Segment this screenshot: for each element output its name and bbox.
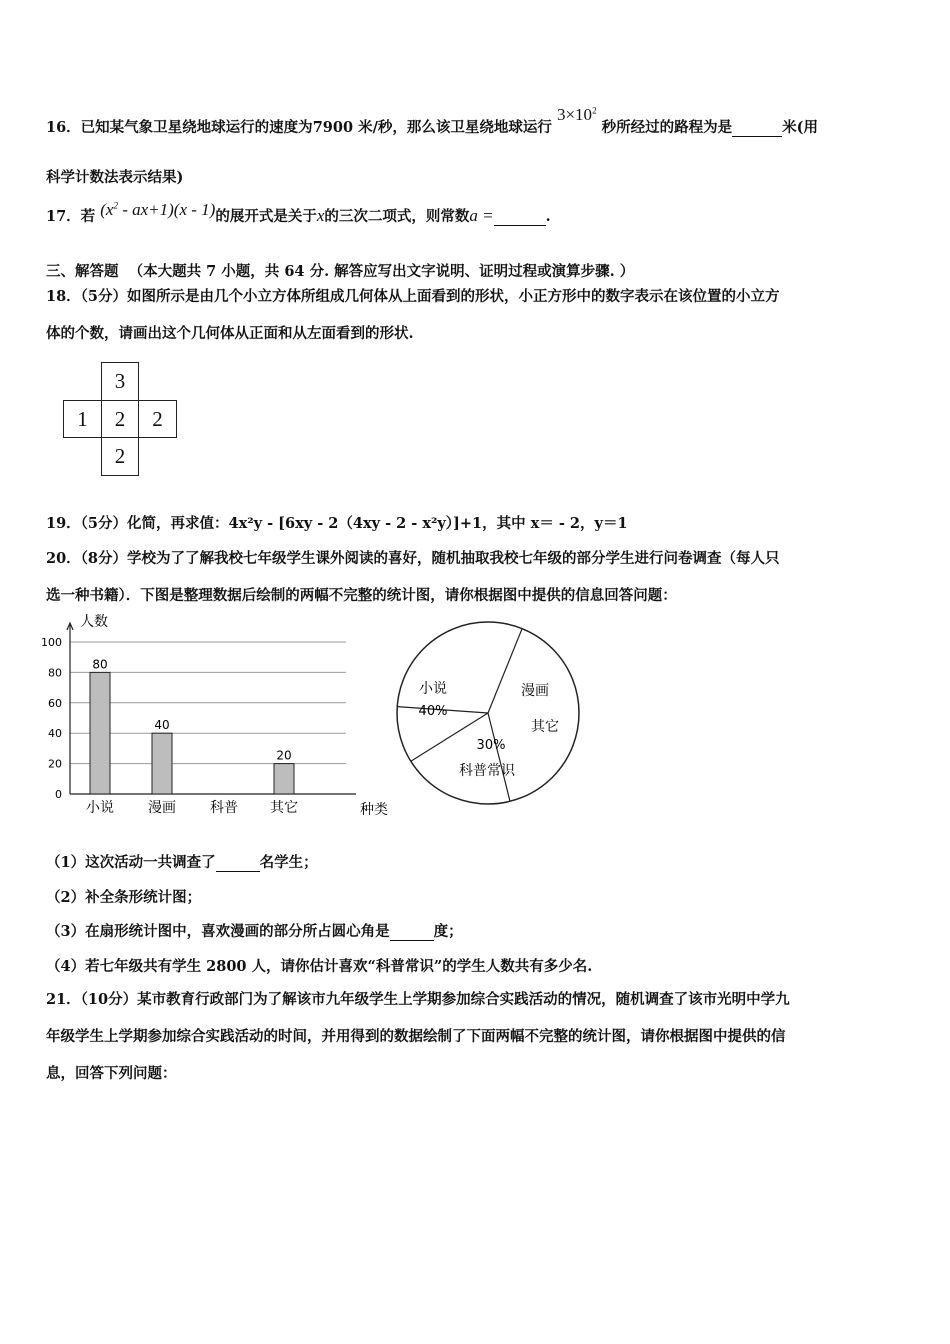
q16-speed: 7900 — [312, 119, 354, 136]
grid-cell-left: 1 — [63, 400, 101, 438]
bar-0 — [90, 672, 110, 794]
q16-text-a: 16．已知某气象卫星绕地球运行的速度为 — [46, 119, 313, 136]
y-tick-label: 80 — [48, 666, 62, 680]
grid-cell-right: 2 — [139, 400, 177, 438]
y-tick-label: 100 — [41, 636, 62, 649]
grid-cell-bottom: 2 — [101, 438, 139, 476]
q17-var-x: x — [316, 206, 325, 225]
q20-sub1 — [46, 851, 318, 872]
q16-text-b: 米/秒，那么该卫星绕地球运行 — [358, 119, 552, 136]
q21-line3: 息，回答下列问题： — [46, 1065, 177, 1082]
q16-text-c: 秒所经过的路程为是 — [601, 119, 733, 136]
q21-line1: 21．（10分）某市教育行政部门为了解该市九年级学生上学期参加综合实践活动的情况，随机调查了该市光明中学九 — [46, 991, 790, 1008]
q20-line1: 20．（8分）学校为了了解我校七年级学生课外阅读的喜好，随机抽取我校七年级的部分学生进行问卷调查（每人只 — [46, 550, 780, 567]
q17-answer-blank[interactable] — [494, 208, 546, 226]
q17-prefix: 17．若 — [46, 208, 96, 225]
q20-line2: 选一种书籍）．下图是整理数据后绘制的两幅不完整的统计图，请你根据图中提供的信息回答问题： — [46, 587, 677, 604]
bar-3 — [274, 764, 294, 794]
section3-title: 三、解答题 — [46, 263, 119, 280]
bar-chart-data-labels — [92, 657, 291, 762]
q19-line — [46, 512, 628, 533]
bar-chart-grid — [70, 642, 346, 764]
pie-label: 漫画 — [521, 683, 549, 699]
q16-time-expr — [557, 105, 597, 124]
q17-end: . — [545, 208, 551, 225]
pie-percent-label: 40% — [418, 704, 448, 719]
y-tick-label: 0 — [55, 788, 62, 801]
q20-sub1-blank[interactable] — [216, 854, 260, 872]
q20-sub1-text-a: （1）这次活动一共调查了 — [46, 854, 216, 871]
pie-label: 科普常识 — [459, 763, 515, 779]
q17-expr-b: - ax+1)(x - 1) — [117, 200, 216, 219]
q17-expression — [100, 200, 215, 219]
q16-text-d: 米(用 — [782, 119, 818, 136]
bar-data-label: 20 — [276, 748, 292, 763]
q20-sub3-text-b: 度； — [433, 923, 463, 940]
bar-1 — [152, 733, 172, 794]
bar-chart-x-axis-label: 种类 — [360, 802, 388, 818]
pie-chart — [395, 615, 585, 815]
y-tick-label: 40 — [48, 727, 62, 741]
section3-note: （本大题共 7 小题，共 64 分. 解答应写出文字说明、证明过程或演算步骤. ） — [128, 263, 635, 280]
q20-sub3-blank[interactable] — [390, 923, 434, 941]
category-label: 科普 — [210, 800, 238, 816]
q16-time-exp: 2 — [592, 105, 597, 116]
category-label: 小说 — [86, 800, 114, 816]
grid-cell-top: 3 — [101, 362, 139, 400]
q20-sub3 — [46, 920, 463, 941]
grid-cell-center: 2 — [101, 400, 139, 438]
q18-line1: 18．（5分）如图所示是由几个小立方体所组成几何体从上面看到的形状，小正方形中的数字表示在该位置的小立方 — [46, 288, 780, 305]
pie-percent-label: 30% — [476, 738, 506, 753]
pie-label: 小说 — [419, 681, 447, 697]
slice-boundary — [488, 629, 522, 713]
category-label: 漫画 — [148, 800, 176, 816]
q17-expr-sup: 2 — [113, 200, 118, 211]
y-tick-label: 60 — [48, 696, 62, 710]
q21-line2: 年级学生上学期参加综合实践活动的时间，并用得到的数据绘制了下面两幅不完整的统计图，请你根据图中提供的信 — [46, 1028, 786, 1045]
q20-sub1-text-b: 名学生； — [259, 854, 318, 871]
slice-boundary — [488, 713, 510, 801]
bar-chart-categories — [86, 799, 298, 816]
q16-line2: 科学计数法表示结果) — [46, 169, 184, 186]
q18-line2: 体的个数，请画出这个几何体从正面和从左面看到的形状. — [46, 325, 414, 342]
bar-chart-y-axis-label: 人数 — [80, 614, 108, 630]
q19-expression: 4x²y - [6xy - 2（4xy - 2 - x²y）]+1，其中 x＝ - 2，y＝1 — [228, 515, 628, 532]
section3-heading — [46, 260, 634, 281]
q20-sub3-text-a: （3）在扇形统计图中，喜欢漫画的部分所占圆心角是 — [46, 923, 390, 940]
bar-data-label: 40 — [154, 718, 170, 733]
q17-expr-a: (x — [100, 200, 114, 219]
q16-time-coef: 3×10 — [556, 105, 593, 124]
q20-sub2: （2）补全条形统计图； — [46, 889, 202, 906]
q20-sub4: （4）若七年级共有学生 2800 人，请你估计喜欢“科普常识”的学生人数共有多少名. — [46, 958, 593, 975]
q19-prefix: 19．（5分）化简，再求值： — [46, 515, 229, 532]
pie-labels — [419, 681, 559, 779]
bar-data-label: 80 — [92, 657, 108, 672]
y-tick-label: 20 — [48, 757, 62, 771]
category-label: 其它 — [270, 800, 298, 816]
pie-label: 其它 — [531, 719, 559, 735]
q17-line — [46, 200, 551, 226]
bar-chart — [38, 612, 408, 822]
q17-var-a: a = — [469, 206, 494, 225]
q16-answer-blank[interactable] — [732, 119, 782, 137]
q17-text-b: 的三次二项式，则常数 — [324, 208, 470, 225]
bar-chart-y-ticks — [41, 636, 62, 801]
q17-text-a: 的展开式是关于 — [215, 208, 317, 225]
